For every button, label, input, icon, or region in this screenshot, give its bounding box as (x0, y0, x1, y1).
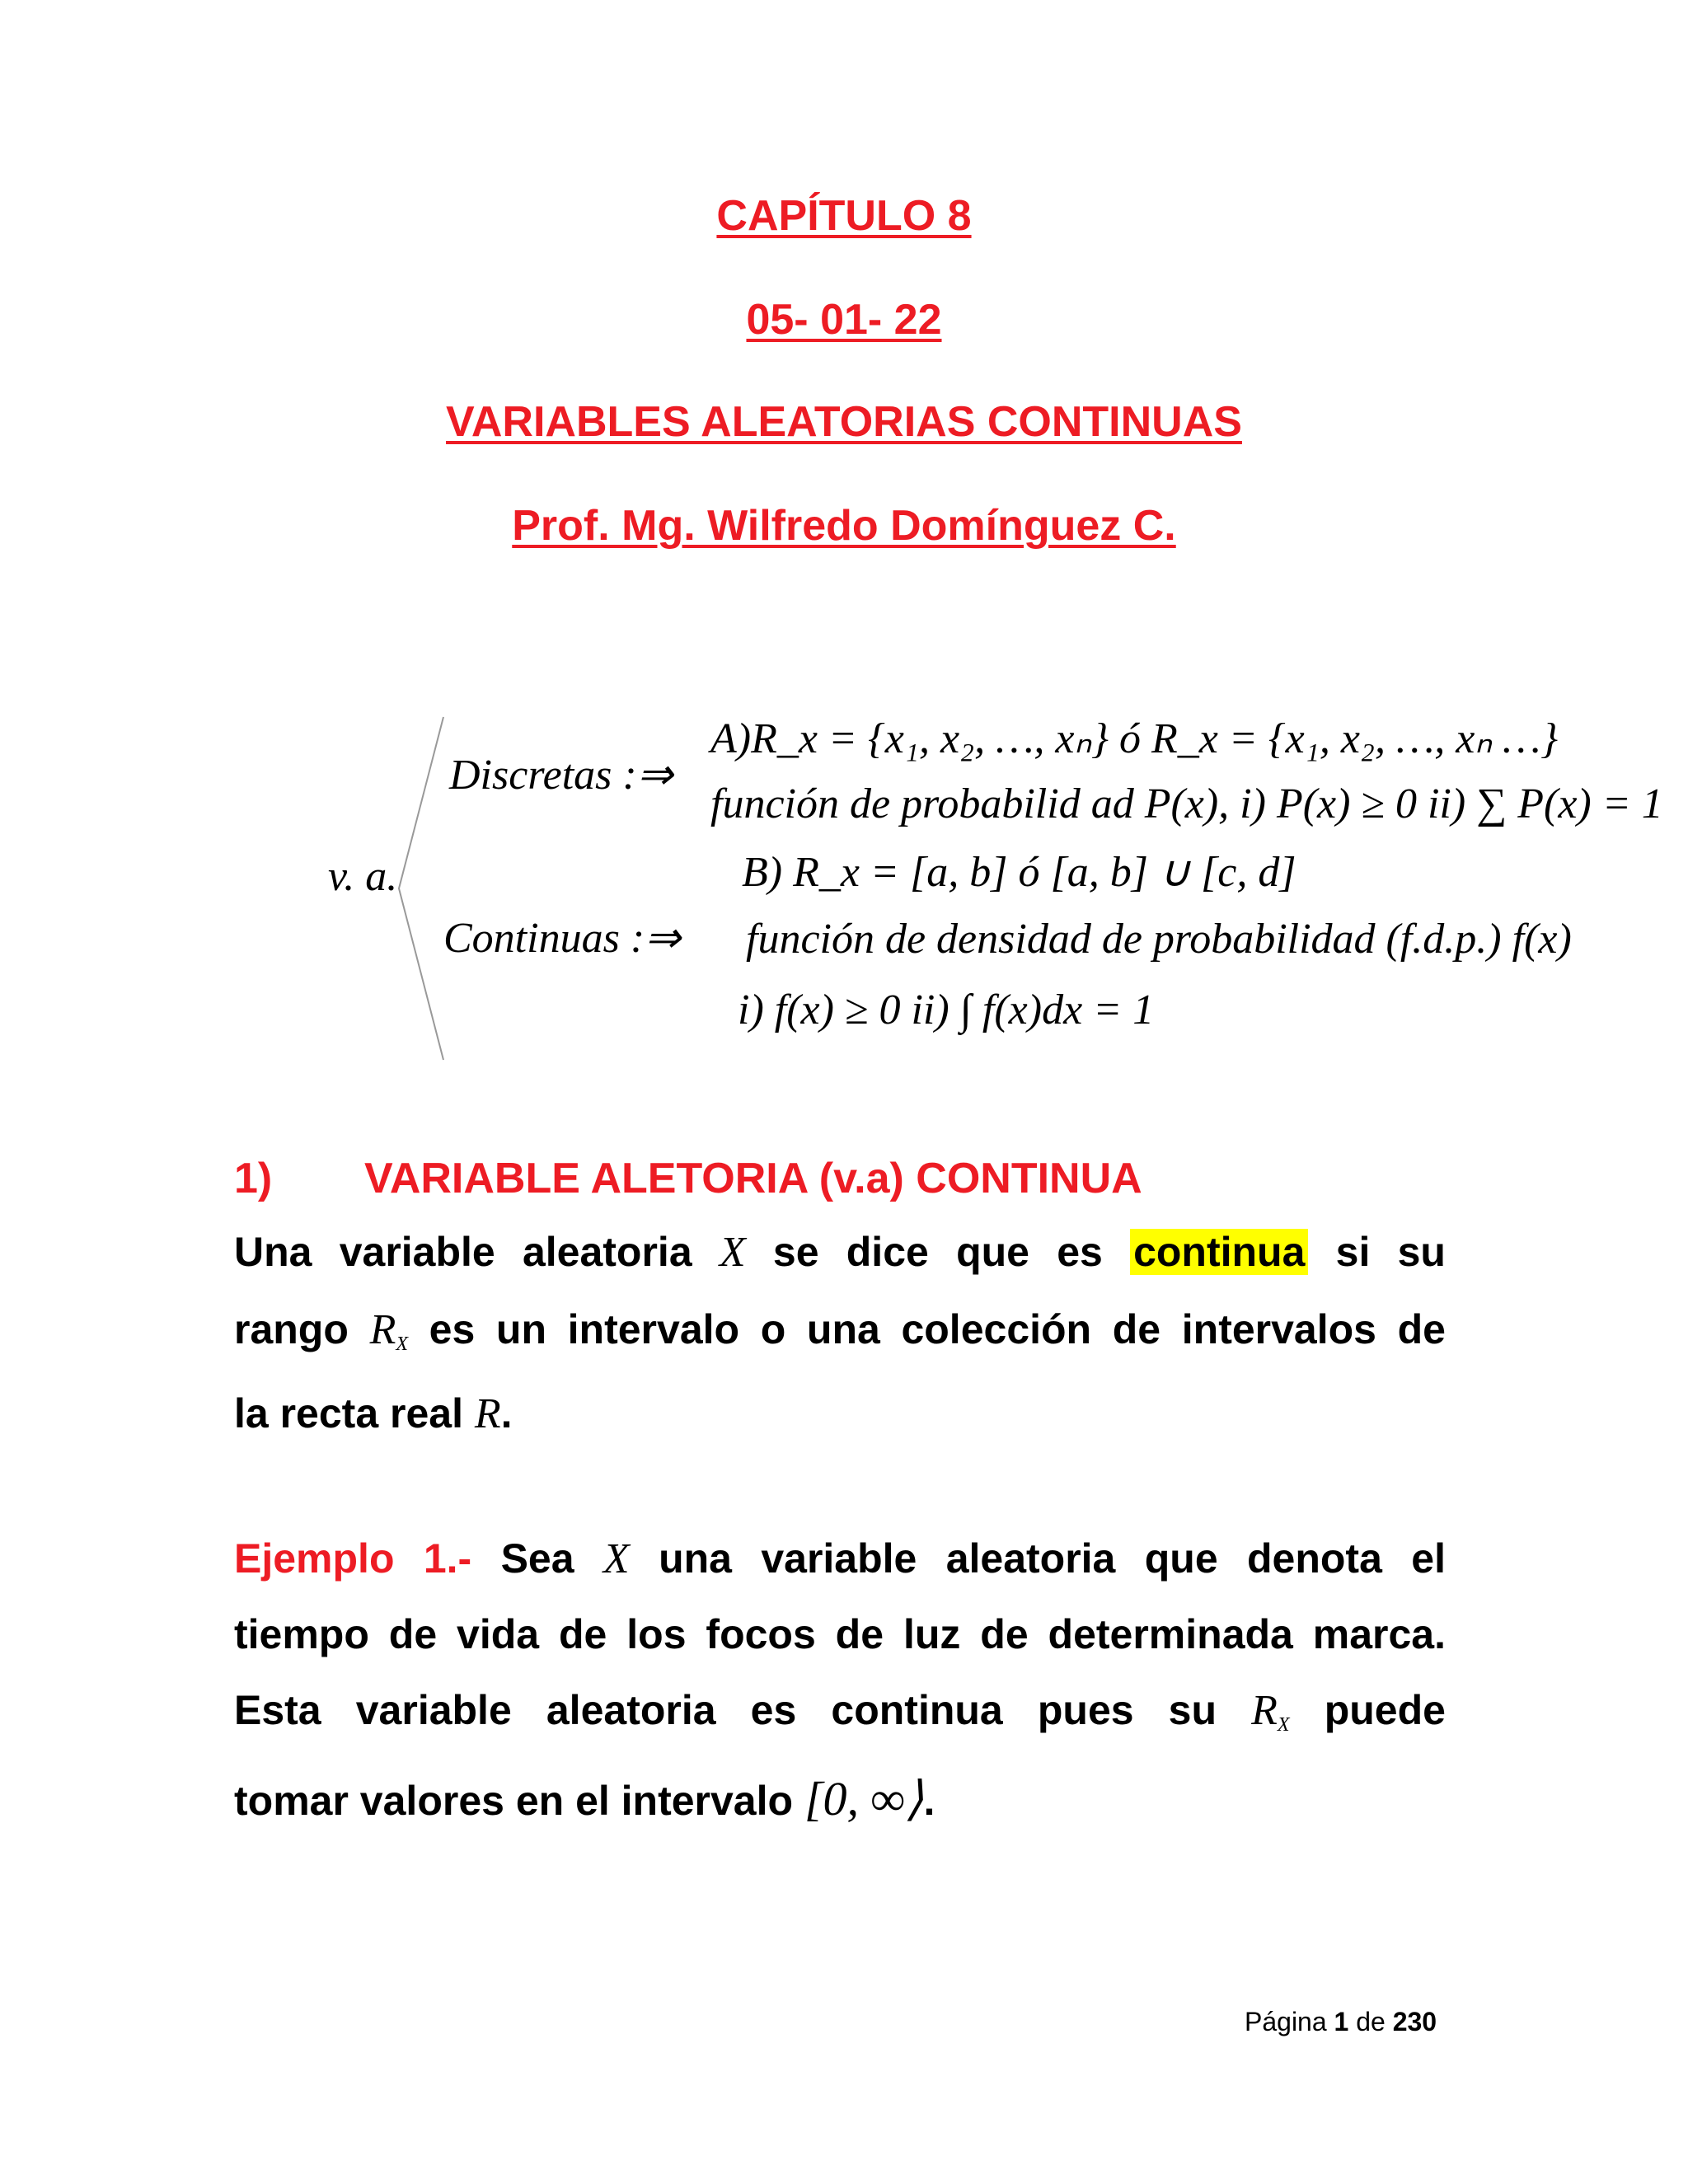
definition-line-2: rango $R_X$ es un intervalo o una colección de intervalos de (234, 1306, 1446, 1355)
var-rx: $R_X$ (369, 1306, 408, 1355)
definition-line-3: la recta real R. (234, 1390, 513, 1437)
section-title: VARIABLE ALETORIA (v.a) CONTINUA (364, 1155, 1142, 1202)
interval: [0, ∞⟩ (804, 1772, 924, 1825)
example-line-2: tiempo de vida de los focos de luz de determinada marca. (234, 1611, 1446, 1657)
continuous-label: Continuas :⇒ (443, 915, 681, 962)
page-total: 230 (1392, 2007, 1437, 2036)
definition-line-1: Una variable aleatoria X se dice que es continua si su (234, 1229, 1446, 1276)
example-line-1: Ejemplo 1.- Sea X una variable aleatoria que denota el (234, 1535, 1446, 1582)
var-r: R (474, 1390, 501, 1437)
example-label: Ejemplo 1.- (234, 1535, 472, 1582)
discrete-label: Discretas :⇒ (449, 752, 673, 799)
angle-bracket (396, 715, 445, 1062)
page-footer: Página 1 de 230 (1245, 2007, 1437, 2036)
va-root-label: v. a. (328, 853, 398, 900)
page-number: 1 (1334, 2007, 1349, 2036)
continuous-range-formula: B) R_x = [a, b] ó [a, b] ∪ [c, d] (742, 849, 1296, 896)
example-line-3: Esta variable aleatoria es continua pues su $R_X$ puede (234, 1687, 1446, 1736)
highlight-continua: continua (1130, 1229, 1308, 1275)
example-var-x: X (603, 1535, 630, 1582)
chapter-title: CAPÍTULO 8 (716, 192, 972, 240)
discrete-pmf-formula: función de probabilid ad P(x), i) P(x) ≥ 0 ii) ∑ P(x) = 1 (710, 780, 1663, 827)
discrete-range-formula: A)R_x = {x₁, x₂, …, xₙ} ó R_x = {x₁, x₂, …, xₙ …} (710, 715, 1559, 762)
continuous-pdf-formula: función de densidad de probabilidad (f.d.p.) f(x) (746, 916, 1572, 963)
example-line-4: tomar valores en el intervalo [0, ∞⟩. (234, 1772, 935, 1825)
author-title: Prof. Mg. Wilfredo Domínguez C. (512, 502, 1176, 550)
date-title: 05- 01- 22 (746, 296, 942, 344)
example-var-rx: $R_X$ (1251, 1687, 1290, 1736)
continuous-conditions-formula: i) f(x) ≥ 0 ii) ∫ f(x)dx = 1 (738, 987, 1155, 1033)
section-number: 1) (234, 1155, 273, 1202)
var-x: X (719, 1229, 746, 1276)
topic-title: VARIABLES ALEATORIAS CONTINUAS (446, 398, 1242, 446)
